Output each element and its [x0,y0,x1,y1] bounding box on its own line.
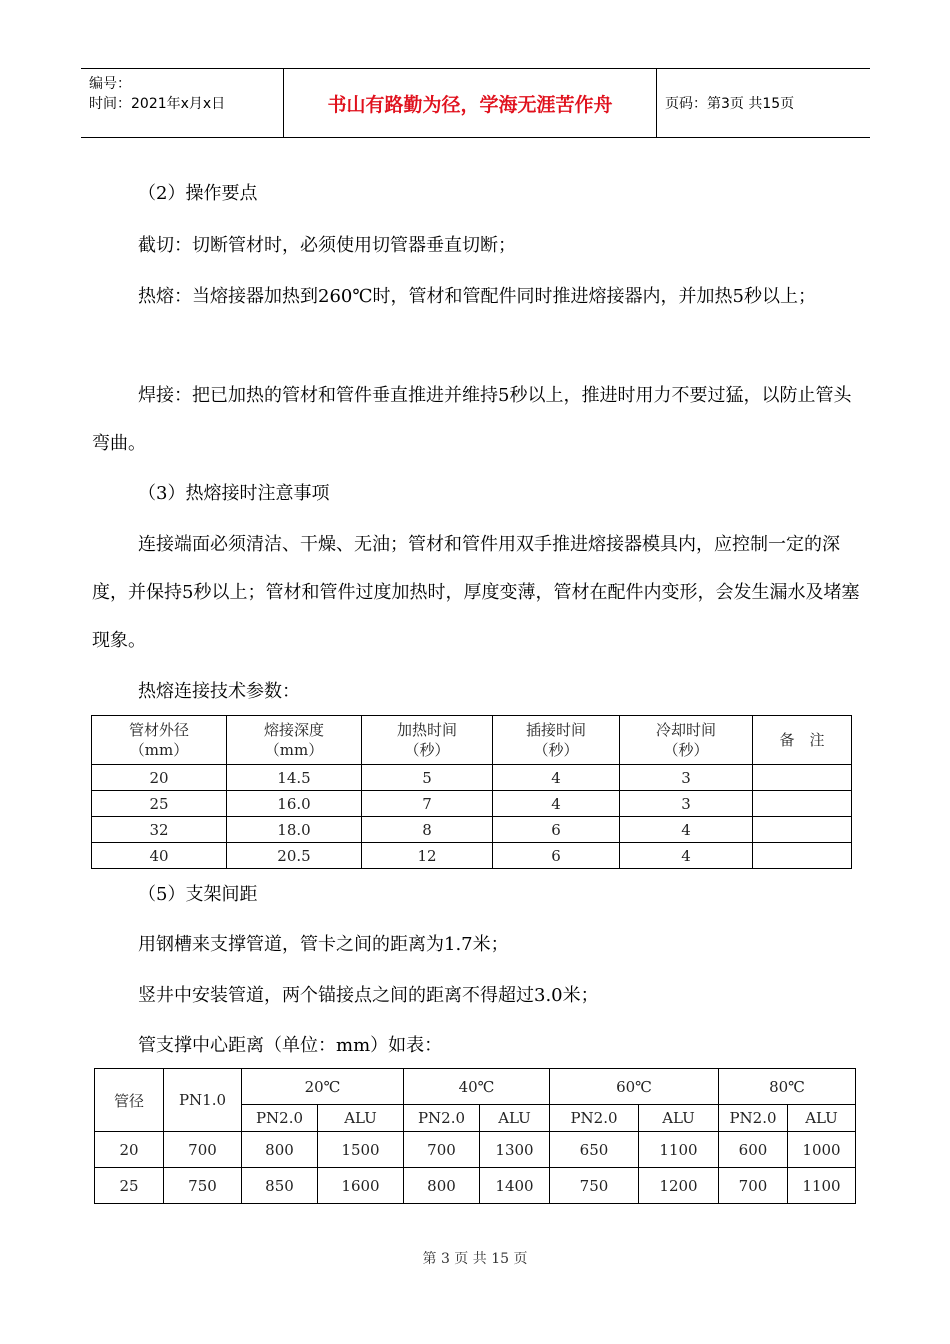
header-cell: 熔接深度 （mm） [227,716,362,765]
page-footer: 第 3 页 共 15 页 [422,1251,528,1267]
cell: 4 [493,791,620,817]
cell: 20 [92,765,227,791]
cell: 4 [620,843,753,869]
cell: 6 [493,843,620,869]
page-info-text: 页码：第3页 共15页 [665,96,795,112]
header-cell: 插接时间 （秒） [493,716,620,765]
header-page-info [656,69,870,137]
section-2-title: （2）操作要点 [138,183,258,204]
cell: 1200 [639,1168,719,1204]
header-cell: PN2.0 [242,1105,318,1132]
header-cell: PN1.0 [164,1069,242,1132]
fusion-params-table [91,715,852,869]
header-cell: ALU [639,1105,719,1132]
cell: 14.5 [227,765,362,791]
cell: 1600 [318,1168,404,1204]
table-row [92,843,852,869]
header-cell: PN2.0 [550,1105,639,1132]
table-row [92,817,852,843]
cell: 700 [164,1132,242,1168]
cell: 7 [362,791,493,817]
number-label: 编号： [89,76,131,92]
header-cell: 备 注 [753,716,852,765]
table-row [95,1132,856,1168]
cell: 1100 [639,1132,719,1168]
cell: 750 [164,1168,242,1204]
table-header-row [92,716,852,765]
cell: 5 [362,765,493,791]
para-weld: 焊接：把已加热的管材和管件垂直推进并维持5秒以上，推进时用力不要过猛，以防止管头弯曲。 [92,385,852,454]
motto-text: 书山有路勤为径，学海无涯苦作舟 [327,93,613,116]
para-s5-line2: 竖井中安装管道，两个锚接点之间的距离不得超过3.0米； [138,985,599,1006]
cell: 3 [620,791,753,817]
cell [753,765,852,791]
header-cell: 40℃ [404,1069,550,1105]
cell: 3 [620,765,753,791]
cell: 8 [362,817,493,843]
para-s5-line1: 用钢槽来支撑管道，管卡之间的距离为1.7米； [138,934,509,955]
table-row [92,765,852,791]
cell: 6 [493,817,620,843]
header-cell: 加热时间 （秒） [362,716,493,765]
table-row [95,1168,856,1204]
page-header [81,68,870,138]
header-motto [283,69,657,137]
header-cell: 管径 [95,1069,164,1132]
table1-caption: 热熔连接技术参数： [138,681,300,702]
cell: 700 [719,1168,788,1204]
support-distance-table [94,1068,856,1204]
section-5-title: （5）支架间距 [138,884,258,905]
cell [753,843,852,869]
cell: 18.0 [227,817,362,843]
cell: 800 [242,1132,318,1168]
table2-caption: 管支撑中心距离（单位：mm）如表： [138,1035,443,1056]
header-cell: 80℃ [719,1069,856,1105]
cell: 40 [92,843,227,869]
cell: 32 [92,817,227,843]
cell: 1300 [480,1132,550,1168]
header-cell: 20℃ [242,1069,404,1105]
cell: 650 [550,1132,639,1168]
header-cell: ALU [480,1105,550,1132]
table-row [92,791,852,817]
header-cell: PN2.0 [404,1105,480,1132]
cell: 20 [95,1132,164,1168]
cell: 20.5 [227,843,362,869]
cell: 700 [404,1132,480,1168]
cell: 25 [95,1168,164,1204]
cell: 800 [404,1168,480,1204]
cell: 850 [242,1168,318,1204]
para-cut: 截切：切断管材时，必须使用切管器垂直切断； [138,235,516,256]
cell: 1400 [480,1168,550,1204]
cell [753,817,852,843]
cell [753,791,852,817]
cell: 1500 [318,1132,404,1168]
cell: 16.0 [227,791,362,817]
cell: 4 [493,765,620,791]
time-label: 时间：2021年x月x日 [89,96,226,112]
table-header-row [95,1069,856,1105]
section-3-title: （3）热熔接时注意事项 [138,483,330,504]
header-cell: ALU [788,1105,856,1132]
header-cell: 管材外径 （mm） [92,716,227,765]
para-hotmelt: 热熔：当熔接器加热到260℃时，管材和管配件同时推进熔接器内，并加热5秒以上； [138,286,816,307]
header-meta [81,69,283,137]
header-cell: ALU [318,1105,404,1132]
header-cell: 60℃ [550,1069,719,1105]
cell: 12 [362,843,493,869]
header-cell: 冷却时间 （秒） [620,716,753,765]
cell: 750 [550,1168,639,1204]
para-note: 连接端面必须清洁、干燥、无油；管材和管件用双手推进熔接器模具内，应控制一定的深度，并保持5秒以上；管材和管件过度加热时，厚度变薄，管材在配件内变形，会发生漏水及堵塞现象。 [92,534,860,651]
cell: 1100 [788,1168,856,1204]
cell: 25 [92,791,227,817]
cell: 600 [719,1132,788,1168]
header-cell: PN2.0 [719,1105,788,1132]
cell: 4 [620,817,753,843]
cell: 1000 [788,1132,856,1168]
